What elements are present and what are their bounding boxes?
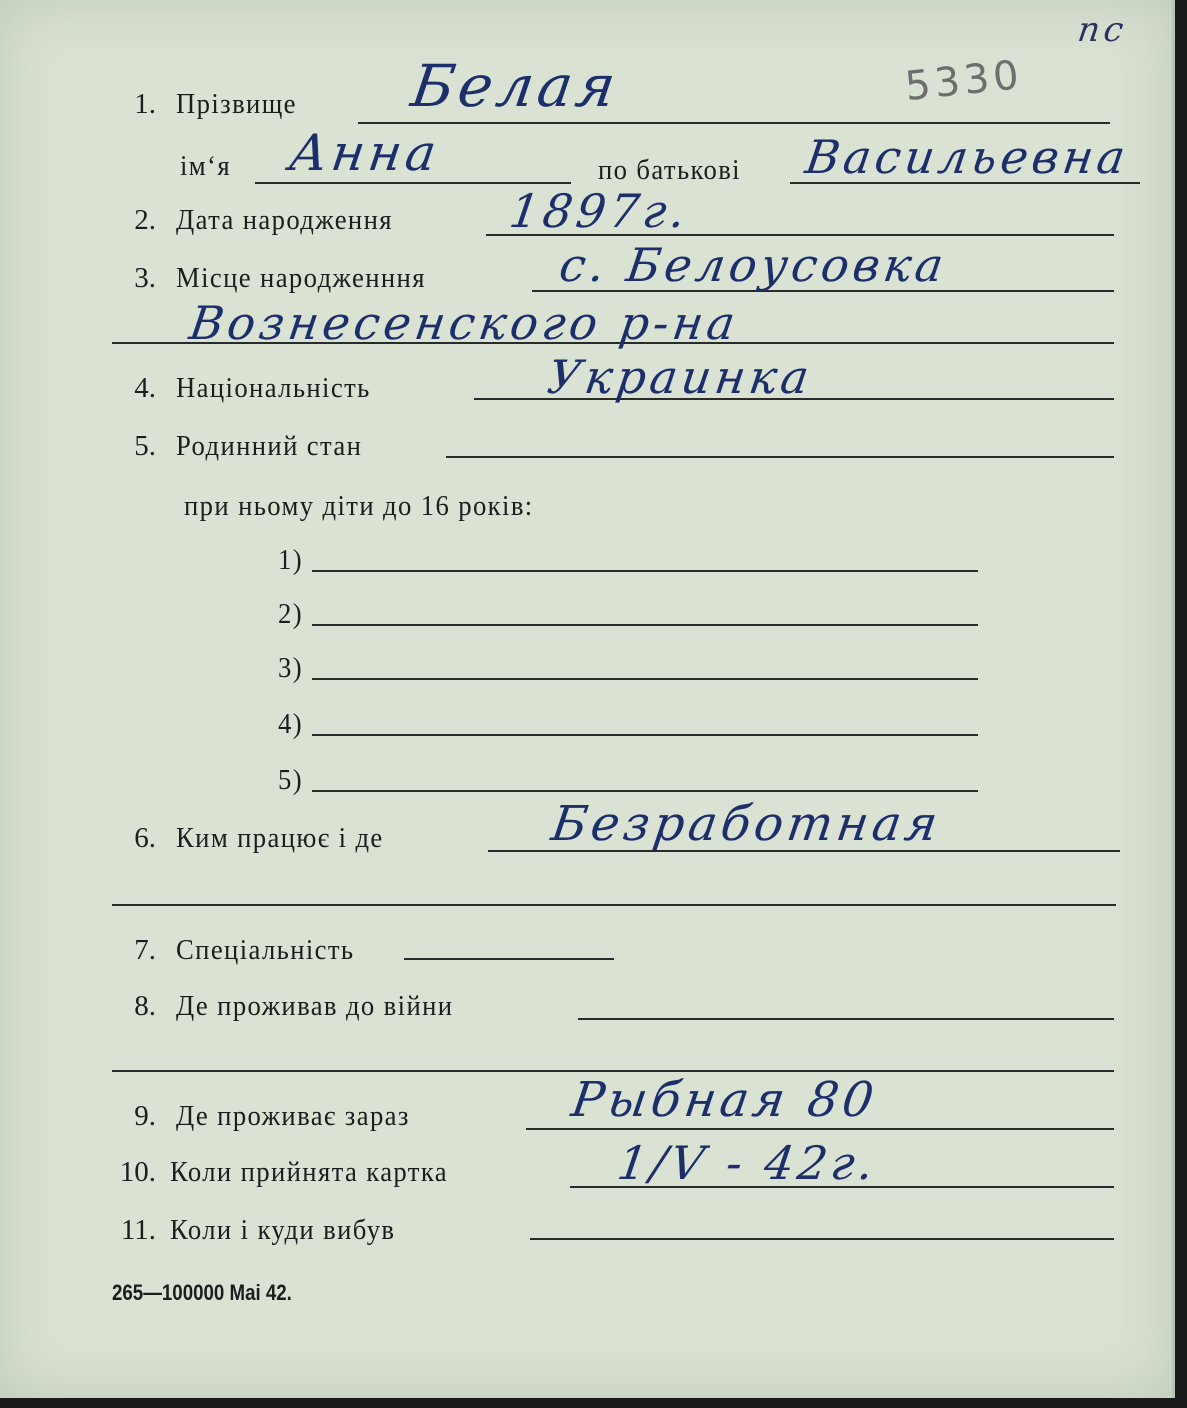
field-number-4: 4. bbox=[134, 372, 156, 404]
field-number-10: 10. bbox=[119, 1156, 156, 1188]
field-number-1: 1. bbox=[134, 88, 156, 120]
child-4-line bbox=[312, 734, 978, 736]
field-number-9: 9. bbox=[134, 1100, 156, 1132]
first-name-label: ім‘я bbox=[180, 150, 231, 182]
birth-place-value-2: Вознесенского р-на bbox=[186, 296, 743, 350]
family-status-label: Родинний стан bbox=[176, 430, 363, 462]
patronymic-label: по батькові bbox=[598, 154, 741, 186]
birth-date-value: 1897г. bbox=[506, 184, 693, 238]
pencil-number: 5330 bbox=[902, 51, 1025, 111]
child-5-line bbox=[312, 790, 978, 792]
current-residence-line bbox=[526, 1128, 1114, 1130]
corner-note: пс bbox=[1075, 10, 1130, 50]
birth-place-value: с. Белоусовка bbox=[556, 238, 951, 292]
child-1-label: 1) bbox=[278, 544, 303, 576]
child-2-line bbox=[312, 624, 978, 626]
child-1-line bbox=[312, 570, 978, 572]
specialty-label: Спеціальність bbox=[176, 934, 355, 966]
birth-place-label: Місце народженння bbox=[176, 262, 426, 294]
patronymic-value: Васильевна bbox=[802, 130, 1133, 184]
child-2-label: 2) bbox=[278, 598, 303, 630]
birth-date-label: Дата народження bbox=[176, 204, 393, 236]
child-3-line bbox=[312, 678, 978, 680]
children-label: при ньому діти до 16 років: bbox=[184, 490, 534, 522]
child-5-label: 5) bbox=[278, 764, 303, 796]
work-label: Ким працює і де bbox=[176, 822, 384, 854]
surname-line bbox=[358, 122, 1110, 124]
nationality-label: Національність bbox=[176, 372, 371, 404]
field-number-6: 6. bbox=[134, 822, 156, 854]
field-number-2: 2. bbox=[134, 204, 156, 236]
departed-line bbox=[530, 1238, 1114, 1240]
departed-label: Коли і куди вибув bbox=[170, 1214, 396, 1246]
card-accepted-label: Коли прийнята картка bbox=[170, 1156, 448, 1188]
field-number-7: 7. bbox=[134, 934, 156, 966]
current-residence-label: Де проживає зараз bbox=[176, 1100, 410, 1132]
surname-label: Прізвище bbox=[176, 88, 297, 120]
field-number-8: 8. bbox=[134, 990, 156, 1022]
nationality-value: Украинка bbox=[544, 350, 817, 404]
first-name-value: Анна bbox=[285, 124, 444, 182]
work-line-2 bbox=[112, 904, 1116, 906]
pre-war-residence-line bbox=[578, 1018, 1114, 1020]
family-status-line bbox=[446, 456, 1114, 458]
field-number-3: 3. bbox=[134, 262, 156, 294]
card-accepted-value: 1/V - 42г. bbox=[614, 1136, 881, 1190]
child-3-label: 3) bbox=[278, 652, 303, 684]
specialty-line bbox=[404, 958, 614, 960]
field-number-11: 11. bbox=[120, 1214, 156, 1246]
work-value: Безработная bbox=[548, 796, 945, 852]
child-4-label: 4) bbox=[278, 708, 303, 740]
print-footer: 265—100000 Mai 42. bbox=[112, 1280, 292, 1305]
field-number-5: 5. bbox=[134, 430, 156, 462]
current-residence-value: Рыбная 80 bbox=[568, 1072, 881, 1128]
surname-value: Белая bbox=[407, 52, 624, 120]
pre-war-residence-label: Де проживав до війни bbox=[176, 990, 454, 1022]
